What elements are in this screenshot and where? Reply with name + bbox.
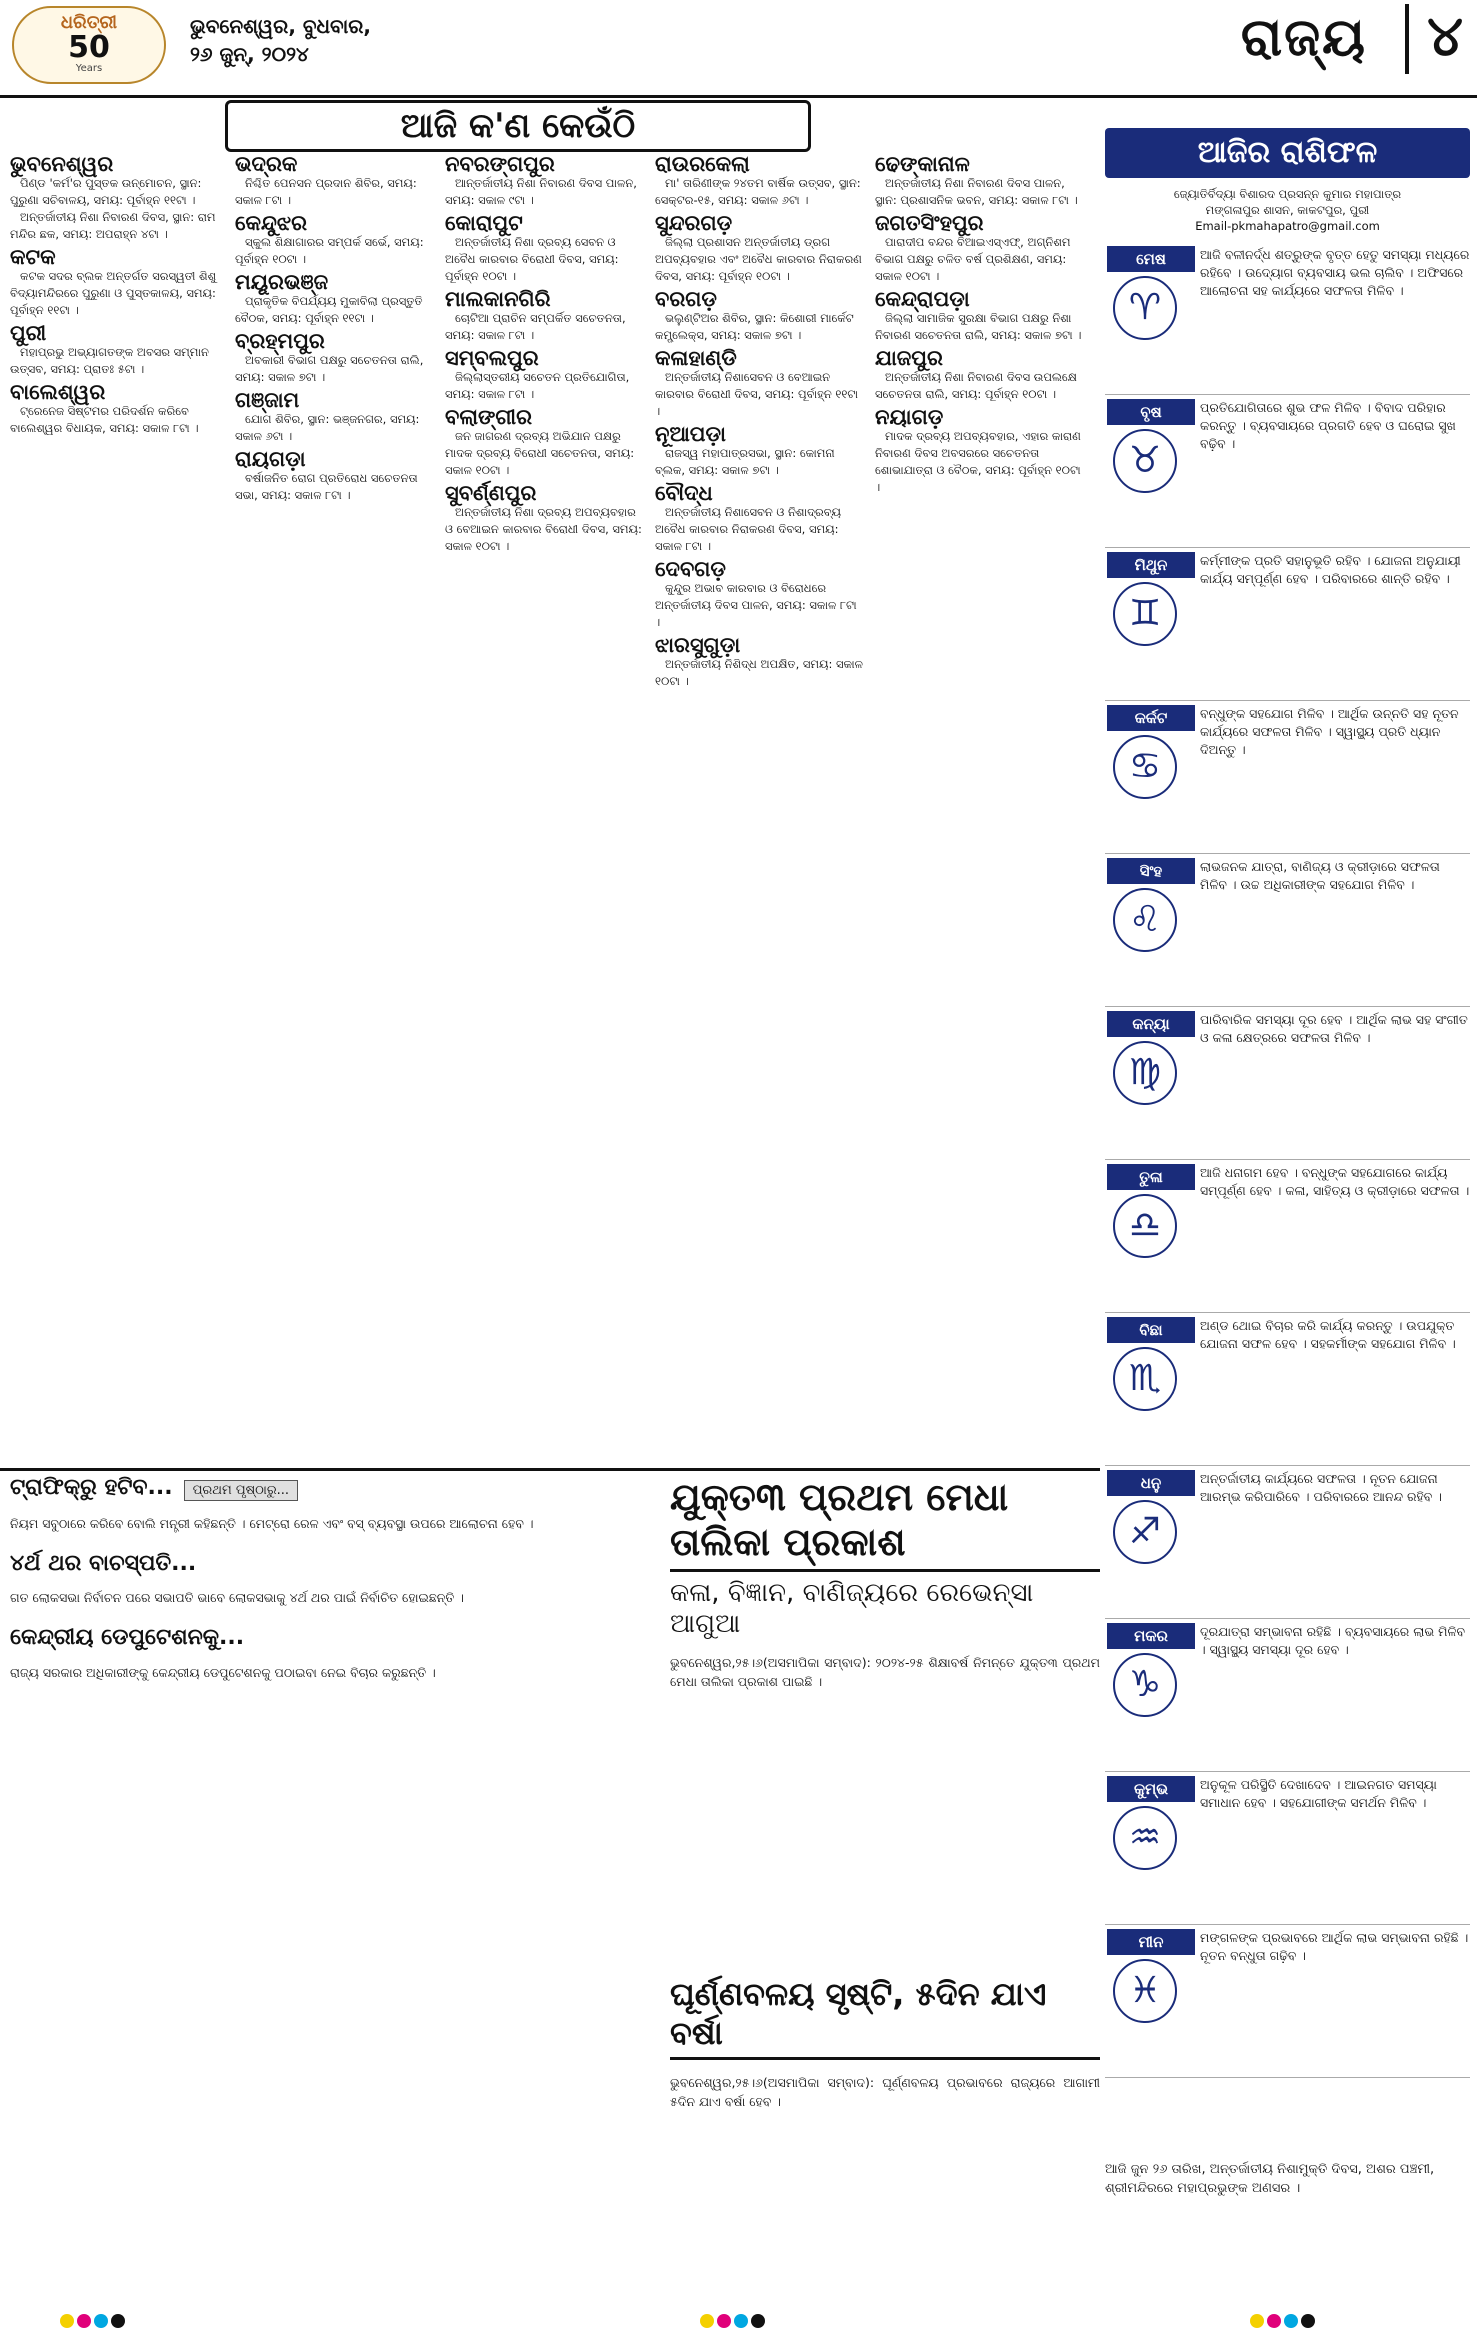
zodiac-sign — [1105, 1007, 1470, 1160]
event-item: ଜିଲ୍ଲା ପ୍ରଶାସନ ଅନ୍ତର୍ଜାତୀୟ ଡ୍ରଗ ଅପବ୍ୟବହାର ଏବଂ ଅବୈଧ କାରବାର ନିରାକରଣ ଦିବସ, ସମୟ: ପୂର୍ବାହ୍ନ ୧୦ଟା । — [655, 235, 862, 283]
sign-label: ତୁଳା — [1107, 1164, 1195, 1190]
sign-prediction: ଆଜି ଧନାଗମ ହେବ । ବନ୍ଧୁଙ୍କ ସହଯୋଗରେ କାର୍ଯ୍ୟ ସମ୍ପୂର୍ଣ୍ଣ ହେବ । କଳା, ସାହିତ୍ୟ ଓ କ୍ରୀଡ଼ାରେ ସଫଳତା । — [1200, 1165, 1470, 1198]
district-heading: ଦେବଗଡ଼ — [655, 557, 726, 581]
astrologer-address: ମଙ୍ଗଳାପୁର ଶାସନ, କାକଟପୁର, ପୁରୀ — [1205, 203, 1370, 217]
page-number: ୪ — [1405, 4, 1463, 74]
events-column — [235, 150, 435, 504]
sign-prediction: ଅନ୍ତର୍ଜାତୀୟ କାର୍ଯ୍ୟରେ ସଫଳତା । ନୂତନ ଯୋଜନା ଆରମ୍ଭ କରିପାରିବେ । ପରିବାରରେ ଆନନ୍ଦ ରହିବ । — [1200, 1471, 1442, 1504]
event-item: ଅନ୍ତର୍ଜାତୀୟ ନିଶା ନିବାରଣ ଦିବସ ଉପଲକ୍ଷେ ସଚେତନତା ରାଲି, ସମୟ: ପୂର୍ବାହ୍ନ ୧୦ଟା । — [875, 370, 1077, 401]
sign-label: କୁମ୍ଭ — [1107, 1776, 1195, 1802]
event-item: ରାଜସ୍ୱ ମହାପାତ୍ରସଭା, ସ୍ଥାନ: କୋମନା ବ୍ଲକ, ସମୟ: ସକାଳ ୭ଟା । — [655, 446, 835, 477]
sign-label: ବୃଷ — [1107, 399, 1195, 425]
date-line: ଭୁବନେଶ୍ୱର, ବୁଧବାର, ୨୬ ଜୁନ୍, ୨୦୨୪ — [190, 14, 372, 66]
deputation-headline: କେନ୍ଦ୍ରୀୟ ଡେପୁଟେଶନକୁ... — [10, 1625, 245, 1650]
registration-dot — [751, 2314, 765, 2328]
almanac-note: ଆଜି ଜୁନ ୨୬ ତାରିଖ, ଅନ୍ତର୍ଜାତୀୟ ନିଶାମୁକ୍ତି ଦିବସ, ଅଶର ପଞ୍ଚମୀ, ଶ୍ରୀମନ୍ଦିରରେ ମହାପ୍ରଭୁଙ୍କ ଅଣସର । — [1105, 2162, 1435, 2196]
registration-dot — [734, 2314, 748, 2328]
registration-dot — [60, 2314, 74, 2328]
rain-story — [670, 1975, 1100, 2123]
zodiac-icon: ♈ — [1113, 276, 1177, 340]
zodiac-icon: ♍ — [1113, 1041, 1177, 1105]
registration-marks — [60, 2313, 128, 2332]
district-heading: ସମ୍ବଲପୁର — [445, 346, 539, 370]
event-item: ଜିଲ୍ଲା ସାମାଜିକ ସୁରକ୍ଷା ବିଭାଗ ପକ୍ଷରୁ ନିଶା ନିବାରଣ ସଚେତନତା ରାଲି, ସମୟ: ସକାଳ ୭ଟା । — [875, 311, 1082, 342]
zodiac-sign — [1105, 1619, 1470, 1772]
zodiac-icon: ♑ — [1113, 1653, 1177, 1717]
sign-label: ବିଛା — [1107, 1317, 1195, 1343]
sign-label: କନ୍ୟା — [1107, 1011, 1195, 1037]
zodiac-sign — [1105, 1772, 1470, 1925]
logo-years: Years — [75, 63, 103, 74]
merit-list-story — [670, 1475, 1100, 1703]
district-heading: ଭଦ୍ରକ — [235, 152, 298, 176]
logo-number: 50 — [68, 30, 110, 65]
registration-dot — [717, 2314, 731, 2328]
sign-label: ମିଥୁନ — [1107, 552, 1195, 578]
sign-prediction: କର୍ମ୍ମୀଙ୍କ ପ୍ରତି ସହାନୁଭୂତି ରହିବ । ଯୋଜନା ଅନୁଯାୟୀ କାର୍ଯ୍ୟ ସମ୍ପୂର୍ଣ୍ଣ ହେବ । ପରିବାରରେ ଶାନ୍ତି ରହିବ । — [1200, 553, 1461, 586]
sign-prediction: ଦୂରଯାତ୍ରା ସମ୍ଭାବନା ରହିଛି । ବ୍ୟବସାୟରେ ଲାଭ ମିଳିବ । ସ୍ୱାସ୍ଥ୍ୟ ସମସ୍ୟା ଦୂର ହେବ । — [1200, 1624, 1466, 1657]
event-item: କୁନ୍ଦୁର ଅଭାବ କାରବାର ଓ ବିରୋଧରେ ଅନ୍ତର୍ଜାତୀୟ ଦିବସ ପାଳନ, ସମୟ: ସକାଳ ୮ଟା । — [655, 581, 857, 629]
zodiac-icon: ♋ — [1113, 735, 1177, 799]
zodiac-sign — [1105, 395, 1470, 548]
zodiac-sign — [1105, 701, 1470, 854]
sign-prediction: ଆଜି ବଳୀନର୍ଦ୍ଧ ଶତ୍ରୁଙ୍କ ବୃତ୍ତ ହେତୁ ସମସ୍ୟା ମଧ୍ୟରେ ରହିବେ । ଉଦ୍ୟୋଗ ବ୍ୟବସାୟ ଭଲ ଚାଲିବ । ଅଫିସରେ ଆଲୋଚନା ସହ କାର୍ଯ୍ୟରେ ସଫଳତା ମିଳିବ । — [1200, 247, 1470, 298]
district-heading: ବୌଦ୍ଧ — [655, 481, 713, 505]
registration-dot — [700, 2314, 714, 2328]
district-heading: ରାଉରକେଲା — [655, 152, 750, 176]
zodiac-sign — [1105, 548, 1470, 701]
astrologer-info — [1105, 186, 1470, 234]
district-heading: ପୁରୀ — [10, 321, 47, 345]
divider — [0, 1468, 1100, 1471]
left-stories — [10, 1475, 670, 1694]
print-registration-bar — [0, 2305, 1477, 2335]
sign-prediction: ପାରିବାରିକ ସମସ୍ୟା ଦୂର ହେବ । ଆର୍ଥିକ ଲାଭ ସହ ସଂଗୀତ ଓ କଳା କ୍ଷେତ୍ରରେ ସଫଳତା ମିଳିବ । — [1200, 1012, 1468, 1045]
registration-dot — [1250, 2314, 1264, 2328]
sign-prediction: ଲାଭଜନକ ଯାତ୍ରା, ବାଣିଜ୍ୟ ଓ କ୍ରୀଡ଼ାରେ ସଫଳତା ମିଳିବ । ଉଚ୍ଚ ଅଧିକାରୀଙ୍କ ସହଯୋଗ ମିଳିବ । — [1200, 859, 1440, 892]
sign-prediction: ମଙ୍ଗଳଙ୍କ ପ୍ରଭାବରେ ଆର୍ଥିକ ଲାଭ ସମ୍ଭାବନା ରହିଛି । ନୂତନ ବନ୍ଧୁତା ଗଢ଼ିବ । — [1200, 1930, 1469, 1963]
zodiac-icon: ♐ — [1113, 1500, 1177, 1564]
astrologer-email: Email-pkmahapatro@gmail.com — [1195, 219, 1380, 233]
event-item: ଟ୍ରେନେଜ ସିଷ୍ଟମର ପରିଦର୍ଶନ କରିବେ ବାଲେଶ୍ୱର ବିଧାୟକ, ସମୟ: ସକାଳ ୮ଟା । — [10, 404, 199, 435]
zodiac-sign — [1105, 1313, 1470, 1466]
event-item: ଅବକାରୀ ବିଭାଗ ପକ୍ଷରୁ ସଚେତନତା ରାଲି, ସମୟ: ସକାଳ ୭ଟା । — [235, 353, 424, 384]
district-heading: ମୟୂରଭଞ୍ଜ — [235, 270, 329, 294]
logo-name: ଧରିତ୍ରୀ — [60, 12, 118, 33]
continued-tag: ପ୍ରଥମ ପୃଷ୍ଠାରୁ... — [184, 1480, 298, 1501]
district-heading: ବରଗଡ଼ — [655, 287, 717, 311]
district-heading: ବଲାଙ୍ଗୀର — [445, 405, 532, 429]
speaker-body: ଗତ ଲୋକସଭା ନିର୍ବାଚନ ପରେ ସଭାପତି ଭାବେ ଲୋକସଭାକୁ ୪ର୍ଥ ଥର ପାଇଁ ନିର୍ବାଚିତ ହୋଇଛନ୍ତି । — [10, 1590, 464, 1605]
event-item: ମହାପ୍ରଭୁ ଅଭ୍ୟାଗତଙ୍କ ଅବସର ସମ୍ମାନ ଉତ୍ସବ, ସମୟ: ପ୍ରାତଃ ୫ଟା । — [10, 345, 209, 376]
event-item: ମା' ତାରିଣୀଙ୍କ ୨୪ତମ ବାର୍ଷିକ ଉତ୍ସବ, ସ୍ଥାନ: ସେକ୍ଟର-୧୫, ସମୟ: ସକାଳ ୬ଟା । — [655, 176, 861, 207]
zodiac-icon: ♊ — [1113, 582, 1177, 646]
horoscope-title: ଆଜିର ରାଶିଫଳ — [1105, 128, 1470, 178]
event-item: ଆନ୍ତର୍ଜାତୀୟ ନିଶା ନିବାରଣ ଦିବସ ପାଳନ, ସମୟ: ସକାଳ ୯ଟା । — [445, 176, 637, 207]
traffic-headline: ଟ୍ରାଫିକ୍‌ରୁ ହଟିବ... — [10, 1475, 173, 1500]
registration-dot — [1284, 2314, 1298, 2328]
zodiac-sign — [1105, 1925, 1470, 2078]
district-heading: ଭୁବନେଶ୍ୱର — [10, 152, 114, 176]
event-item: ନିଶ୍ଚିତ ପେନସନ ପ୍ରଦାନ ଶିବିର, ସମୟ: ସକାଳ ୮ଟା । — [235, 176, 417, 207]
event-item: ଚୋଟିଆ ପ୍ରାଚିନ ସମ୍ପର୍କିତ ସଚେତନତା, ସମୟ: ସକାଳ ୮ଟା । — [445, 311, 626, 342]
district-heading: ବ୍ରହ୍ମପୁର — [235, 329, 325, 353]
event-item: ମାଦକ ଦ୍ରବ୍ୟ ଅପବ୍ୟବହାର, ଏହାର କାରାଣ ନିବାରଣ ଦିବସ ଅବସରରେ ସଚେତନତା ଶୋଭାଯାତ୍ରା ଓ ବୈଠକ, ସମୟ: ପୂର୍ବାହ୍ନ ୧୦ଟା । — [875, 429, 1081, 494]
district-heading: କୋରାପୁଟ — [445, 211, 523, 235]
event-item: ପାରାଦୀପ ବନ୍ଦର ବିଆଇଏସ୍ଏଫ୍, ଅଗ୍ନିଶମ ବିଭାଗ ପକ୍ଷରୁ ଚଳିତ ବର୍ଷ ପ୍ରଶିକ୍ଷଣ, ସମୟ: ସକାଳ ୧୦ଟା । — [875, 235, 1071, 283]
zodiac-icon: ♎ — [1113, 1194, 1177, 1258]
district-heading: କଟକ — [10, 245, 56, 269]
registration-marks — [700, 2313, 768, 2332]
registration-dot — [77, 2314, 91, 2328]
district-heading: ଗଞ୍ଜାମ — [235, 388, 300, 412]
horoscope-panel — [1105, 128, 1470, 2158]
newspaper-logo — [12, 6, 166, 84]
events-column — [875, 150, 1085, 496]
sign-label: ସିଂହ — [1107, 858, 1195, 884]
district-heading: କେନ୍ଦ୍ରାପଡ଼ା — [875, 287, 970, 311]
event-item: ଅନ୍ତର୍ଜାତୀୟ ନିଶା ଦ୍ରବ୍ୟ ଅପବ୍ୟବହାର ଓ ବେଆଇନ କାରବାର ବିରୋଧୀ ଦିବସ, ସମୟ: ସକାଳ ୧୦ଟା । — [445, 505, 642, 553]
zodiac-icon: ♉ — [1113, 429, 1177, 493]
sign-label: ମେଷ — [1107, 246, 1195, 272]
district-heading: ରାୟଗଡ଼ା — [235, 447, 306, 471]
zodiac-icon: ♏ — [1113, 1347, 1177, 1411]
district-heading: ନୂଆପଡ଼ା — [655, 422, 726, 446]
registration-dot — [1267, 2314, 1281, 2328]
traffic-body: ନିୟମ ସବୁଠାରେ କରିବେ ବୋଲି ମନ୍ତ୍ରୀ କହିଛନ୍ତି । ମେଟ୍ରୋ ରେଳ ଏବଂ ବସ୍ ବ୍ୟବସ୍ଥା ଉପରେ ଆଲୋଚନା ହେବ । — [10, 1515, 534, 1531]
district-heading: କଳାହାଣ୍ଡି — [655, 346, 737, 370]
merit-headline: ଯୁକ୍ତ୩ ପ୍ରଥମ ମେଧା ତାଲିକା ପ୍ରକାଶ — [670, 1475, 1100, 1572]
astrologer-name: ଜ୍ୟୋତିର୍ବିଦ୍ୟା ବିଶାରଦ ପ୍ରସନ୍ନ କୁମାର ମହାପାତ୍ର — [1173, 187, 1402, 201]
merit-body: ଭୁବନେଶ୍ୱର,୨୫।୬(ଅସମାପିକା ସମ୍ବାଦ): ୨୦୨୪-୨୫ ଶିକ୍ଷାବର୍ଷ ନିମନ୍ତେ ଯୁକ୍ତ୩ ପ୍ରଥମ ମେଧା ତାଲିକା ପ୍ରକାଶ ପାଇଛି । — [670, 1654, 1100, 1689]
district-heading: ସୁନ୍ଦରଗଡ଼ — [655, 211, 733, 235]
sign-prediction: ବନ୍ଧୁଙ୍କ ସହଯୋଗ ମିଳିବ । ଆର୍ଥିକ ଉନ୍ନତି ସହ ନୂତନ କାର୍ଯ୍ୟରେ ସଫଳତା ମିଳିବ । ସ୍ୱାସ୍ଥ୍ୟ ପ୍ରତି ଧ୍ୟାନ ଦିଅନ୍ତୁ । — [1200, 706, 1459, 757]
registration-marks — [1250, 2313, 1318, 2332]
event-item: ସ୍କୁଲ ଶିକ୍ଷାଗାରର ସମ୍ପର୍କ ସର୍ଭେ, ସମୟ: ପୂର୍ବାହ୍ନ ୧୦ଟା । — [235, 235, 424, 266]
events-column — [655, 150, 865, 690]
merit-subheadline: କଳା, ବିଜ୍ଞାନ, ବାଣିଜ୍ୟରେ ରେଭେନ୍ସା ଆଗୁଆ — [670, 1578, 1034, 1639]
district-heading: ବାଲେଶ୍ୱର — [10, 380, 106, 404]
sign-label: କର୍କଟ — [1107, 705, 1195, 731]
event-item: ପ୍ରାକୃତିକ ବିପର୍ଯ୍ୟୟ ମୁକାବିଲା ପ୍ରସ୍ତୁତି ବୈଠକ, ସମୟ: ପୂର୍ବାହ୍ନ ୧୧ଟା । — [235, 294, 423, 325]
events-column — [10, 150, 225, 437]
district-heading: ମାଲକାନଗିରି — [445, 287, 551, 311]
event-item: ଅନ୍ତର୍ଜାତୀୟ ନିଶା ନିବାରଣ ଦିବସ, ସ୍ଥାନ: ରାମ ମନ୍ଦିର ଛକ, ସମୟ: ଅପରାହ୍ନ ୪ଟା । — [10, 210, 216, 241]
event-item: ଅନ୍ତର୍ଜାତୀୟ ନିଶାସେବନ ଓ ବେଆଇନ କାରବାର ବିରୋଧୀ ଦିବସ, ସମୟ: ପୂର୍ବାହ୍ନ ୧୧ଟା । — [655, 370, 858, 418]
sign-prediction: ଅଣ୍ଡ ଥୋଇ ବିଚାର କରି କାର୍ଯ୍ୟ କରନ୍ତୁ । ଉପଯୁକ୍ତ ଯୋଜନା ସଫଳ ହେବ । ସହକର୍ମୀଙ୍କ ସହଯୋଗ ମିଳିବ । — [1200, 1318, 1456, 1351]
sign-label: ଧନୁ — [1107, 1470, 1195, 1496]
event-item: ଅନ୍ତର୍ଜାତୀୟ ନିଶା ନିବାରଣ ଦିବସ ପାଳନ, ସ୍ଥାନ: ପ୍ରଶାସନିକ ଭବନ, ସମୟ: ସକାଳ ୮ଟା । — [875, 176, 1078, 207]
event-item: ପିଣ୍ଡ 'କର୍ମ'ର ପୁସ୍ତକ ଉନ୍ମୋଚନ, ସ୍ଥାନ: ପୁରୁଣା ସଚିବାଳୟ, ସମୟ: ପୂର୍ବାହ୍ନ ୧୧ଟା । — [10, 176, 202, 207]
event-item: ଅନ୍ତର୍ଜାତୀୟ ନିଶା ଦ୍ରବ୍ୟ ସେବନ ଓ ଅବୈଧ କାରବାର ବିରୋଧୀ ଦିବସ, ସମୟ: ପୂର୍ବାହ୍ନ ୧୦ଟା । — [445, 235, 619, 283]
deputation-body: ରାଜ୍ୟ ସରକାର ଅଧିକାରୀଙ୍କୁ କେନ୍ଦ୍ରୀୟ ଡେପୁଟେଶନକୁ ପଠାଇବା ନେଇ ବିଚାର କରୁଛନ୍ତି । — [10, 1664, 436, 1680]
sign-label: ମକର — [1107, 1623, 1195, 1649]
speaker-headline: ୪ର୍ଥ ଥର ବାଚସ୍ପତି... — [10, 1550, 197, 1576]
zodiac-sign — [1105, 242, 1470, 395]
zodiac-sign — [1105, 854, 1470, 1007]
event-item: ଭଲୁଣ୍ଟିଅର ଶିବିର, ସ୍ଥାନ: କିଶୋରୀ ମାର୍କେଟ କମ୍ପ୍ଲେକ୍ସ, ସମୟ: ସକାଳ ୭ଟା । — [655, 311, 854, 342]
event-item: କଟକ ସଦର ବ୍ଲକ ଅନ୍ତର୍ଗତ ସରସ୍ୱତୀ ଶିଶୁ ବିଦ୍ୟାମନ୍ଦିରରେ ପୁରୁଣା ଓ ପୁସ୍ତକାଳୟ, ସମୟ: ପୂର୍ବାହ୍ନ ୧୧ଟା । — [10, 269, 217, 317]
event-item: ଜନ ଜାଗରଣ ଦ୍ରବ୍ୟ ଅଭିଯାନ ପକ୍ଷରୁ ମାଦକ ଦ୍ରବ୍ୟ ବିରୋଧୀ ସଚେତନତା, ସମୟ: ସକାଳ ୧୦ଟା । — [445, 429, 635, 477]
rain-headline: ଘୂର୍ଣ୍ଣବଳୟ ସୃଷ୍ଟି, ୫ଦିନ ଯାଏ ବର୍ଷା — [670, 1975, 1100, 2060]
events-column — [445, 150, 645, 555]
district-heading: ନବରଙ୍ଗପୁର — [445, 152, 555, 176]
events-banner: ଆଜି କ'ଣ କେଉଁଠି — [225, 100, 811, 152]
zodiac-sign — [1105, 1466, 1470, 1619]
zodiac-icon: ♌ — [1113, 888, 1177, 952]
district-heading: ସୁବର୍ଣ୍ଣପୁର — [445, 481, 537, 505]
zodiac-icon: ♒ — [1113, 1806, 1177, 1870]
event-item: ଅନ୍ତର୍ଜାତୀୟ ନିଶିଦ୍ଧ ଅପକ୍ଷିତ, ସମୟ: ସକାଳ ୧୦ଟା । — [655, 657, 863, 688]
district-heading: ନୟାଗଡ଼ — [875, 405, 944, 429]
district-heading: କେନ୍ଦୁଝର — [235, 211, 308, 235]
sign-prediction: ପ୍ରତିଯୋଗିତାରେ ଶୁଭ ଫଳ ମିଳିବ । ବିବାଦ ପରିହାର କରନ୍ତୁ । ବ୍ୟବସାୟରେ ପ୍ରଗତି ହେବ ଓ ଘରୋଇ ସୁଖ ବଢ଼ିବ । — [1200, 400, 1456, 451]
district-heading: ଝାରସୁଗୁଡ଼ା — [655, 633, 741, 657]
registration-dot — [94, 2314, 108, 2328]
sign-label: ମୀନ — [1107, 1929, 1195, 1955]
event-item: ବର୍ଷାଜନିତ ରୋଗ ପ୍ରତିରୋଧ ସଚେତନତା ସଭା, ସମୟ: ସକାଳ ୮ଟା । — [235, 471, 418, 502]
zodiac-sign — [1105, 1160, 1470, 1313]
event-item: ଅନ୍ତର୍ଜାତୀୟ ନିଶାସେବନ ଓ ନିଶାଦ୍ରବ୍ୟ ଅବୈଧ କାରବାର ନିରାକରଣ ଦିବସ, ସମୟ: ସକାଳ ୮ଟା । — [655, 505, 842, 553]
district-heading: ଢେଙ୍କାନାଳ — [875, 152, 970, 176]
rain-body: ଭୁବନେଶ୍ୱର,୨୫।୬(ଅସମାପିକା ସମ୍ବାଦ): ଘୂର୍ଣ୍ଣବଳୟ ପ୍ରଭାବରେ ରାଜ୍ୟରେ ଆଗାମୀ ୫ଦିନ ଯାଏ ବର୍ଷା ହେବ । — [670, 2074, 1100, 2109]
district-heading: ଯାଜପୁର — [875, 346, 943, 370]
district-heading: ଜଗତସିଂହପୁର — [875, 211, 984, 235]
event-item: ଜିଲ୍ଲାସ୍ତରୀୟ ସଚେତନ ପ୍ରତିଯୋଗିତା, ସମୟ: ସକାଳ ୮ଟା । — [445, 370, 630, 401]
sign-prediction: ଅନୁକୂଳ ପରିସ୍ଥିତି ଦେଖାଦେବ । ଆଇନଗତ ସମସ୍ୟା ସମାଧାନ ହେବ । ସହଯୋଗୀଙ୍କ ସମର୍ଥନ ମିଳିବ । — [1200, 1777, 1437, 1810]
zodiac-signs — [1105, 242, 1470, 2078]
masthead — [0, 0, 1477, 98]
registration-dot — [111, 2314, 125, 2328]
zodiac-icon: ♓ — [1113, 1959, 1177, 2023]
event-item: ଯୋଗ ଶିବିର, ସ୍ଥାନ: ଭଞ୍ଜନଗର, ସମୟ: ସକାଳ ୬ଟା । — [235, 412, 420, 443]
registration-dot — [1301, 2314, 1315, 2328]
section-title: ରାଜ୍ୟ — [1240, 8, 1367, 68]
